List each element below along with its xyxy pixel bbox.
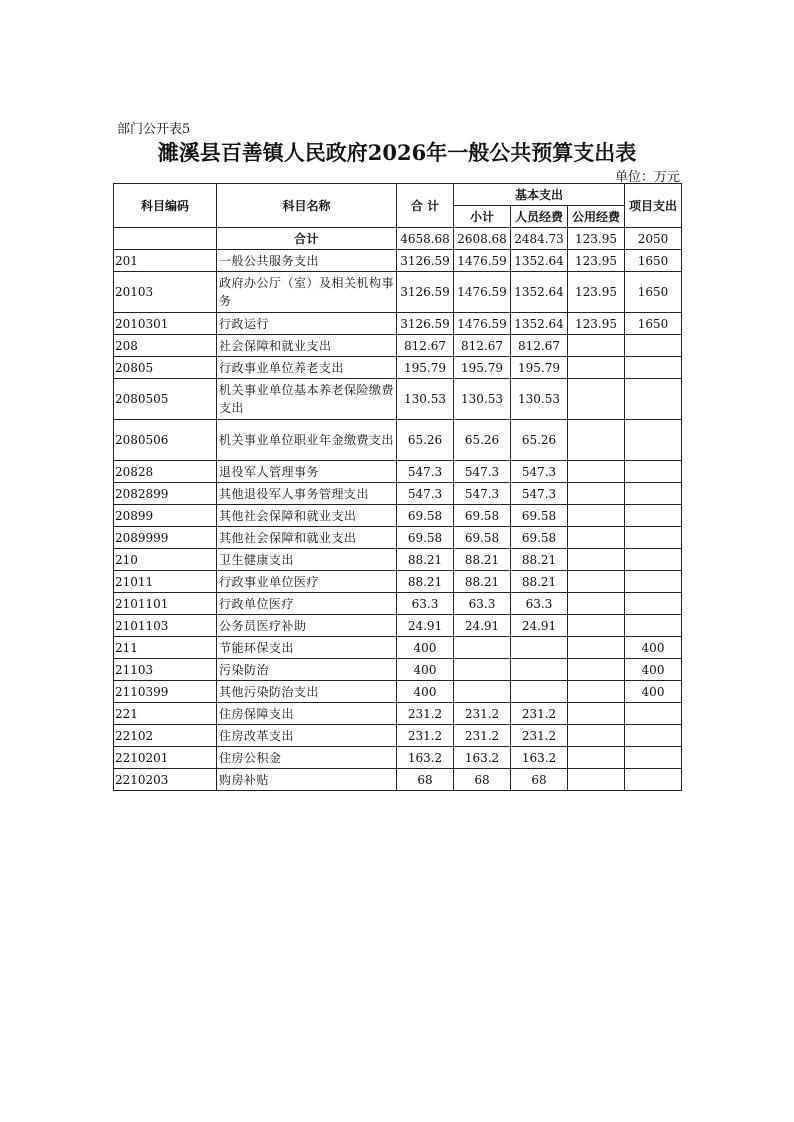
cell-name: 机关事业单位基本养老保险缴费支出 xyxy=(217,379,397,420)
cell-code: 22102 xyxy=(114,725,217,747)
header-personnel: 人员经费 xyxy=(511,206,568,228)
table-row xyxy=(114,335,682,357)
cell-code: 201 xyxy=(114,250,217,272)
cell-personnel: 812.67 xyxy=(511,335,568,357)
cell-personnel: 1352.64 xyxy=(511,272,568,313)
cell-code: 2210203 xyxy=(114,769,217,791)
cell-total: 231.2 xyxy=(397,725,454,747)
cell-code: 20899 xyxy=(114,505,217,527)
table-row xyxy=(114,593,682,615)
cell-code: 21011 xyxy=(114,571,217,593)
cell-total: 88.21 xyxy=(397,549,454,571)
cell-name: 节能环保支出 xyxy=(217,637,397,659)
header-code: 科目编码 xyxy=(114,184,217,228)
table-row xyxy=(114,703,682,725)
cell-public xyxy=(568,379,625,420)
cell-personnel: 231.2 xyxy=(511,725,568,747)
cell-public xyxy=(568,527,625,549)
cell-project: 1650 xyxy=(625,272,682,313)
cell-subtotal xyxy=(454,659,511,681)
table-row xyxy=(114,379,682,420)
cell-public: 123.95 xyxy=(568,272,625,313)
cell-project xyxy=(625,703,682,725)
table-body xyxy=(114,228,682,791)
table-row xyxy=(114,769,682,791)
cell-personnel xyxy=(511,681,568,703)
cell-public xyxy=(568,637,625,659)
cell-public: 123.95 xyxy=(568,228,625,250)
cell-project: 1650 xyxy=(625,313,682,335)
cell-project xyxy=(625,571,682,593)
header-public: 公用经费 xyxy=(568,206,625,228)
table-row xyxy=(114,615,682,637)
cell-code: 2110399 xyxy=(114,681,217,703)
cell-code: 211 xyxy=(114,637,217,659)
cell-name: 合计 xyxy=(217,228,397,250)
cell-name: 公务员医疗补助 xyxy=(217,615,397,637)
header-name: 科目名称 xyxy=(217,184,397,228)
cell-personnel: 195.79 xyxy=(511,357,568,379)
cell-total: 3126.59 xyxy=(397,313,454,335)
cell-total: 69.58 xyxy=(397,505,454,527)
cell-subtotal: 69.58 xyxy=(454,505,511,527)
cell-subtotal: 65.26 xyxy=(454,420,511,461)
cell-code: 221 xyxy=(114,703,217,725)
cell-project xyxy=(625,769,682,791)
cell-project: 2050 xyxy=(625,228,682,250)
document-label: 部门公开表5 xyxy=(117,122,191,137)
cell-total: 4658.68 xyxy=(397,228,454,250)
cell-personnel: 63.3 xyxy=(511,593,568,615)
cell-personnel: 163.2 xyxy=(511,747,568,769)
cell-personnel: 231.2 xyxy=(511,703,568,725)
table-row xyxy=(114,272,682,313)
cell-project xyxy=(625,335,682,357)
cell-public xyxy=(568,357,625,379)
table-row xyxy=(114,725,682,747)
cell-public xyxy=(568,681,625,703)
cell-total: 3126.59 xyxy=(397,272,454,313)
cell-total: 547.3 xyxy=(397,483,454,505)
cell-code: 2101101 xyxy=(114,593,217,615)
cell-subtotal: 812.67 xyxy=(454,335,511,357)
cell-code xyxy=(114,228,217,250)
cell-code: 2210201 xyxy=(114,747,217,769)
cell-name: 住房保障支出 xyxy=(217,703,397,725)
page-title: 濉溪县百善镇人民政府2026年一般公共预算支出表 xyxy=(157,140,637,165)
cell-name: 社会保障和就业支出 xyxy=(217,335,397,357)
cell-public xyxy=(568,571,625,593)
cell-public xyxy=(568,420,625,461)
cell-subtotal: 69.58 xyxy=(454,527,511,549)
cell-total: 400 xyxy=(397,681,454,703)
table-row xyxy=(114,549,682,571)
cell-code: 2082899 xyxy=(114,483,217,505)
cell-code: 20103 xyxy=(114,272,217,313)
cell-project xyxy=(625,357,682,379)
cell-total: 63.3 xyxy=(397,593,454,615)
table-row xyxy=(114,357,682,379)
cell-project xyxy=(625,505,682,527)
cell-personnel: 65.26 xyxy=(511,420,568,461)
cell-subtotal: 63.3 xyxy=(454,593,511,615)
cell-public xyxy=(568,659,625,681)
cell-subtotal: 1476.59 xyxy=(454,250,511,272)
cell-personnel: 547.3 xyxy=(511,461,568,483)
table-row xyxy=(114,505,682,527)
cell-name: 政府办公厅（室）及相关机构事务 xyxy=(217,272,397,313)
budget-table xyxy=(113,183,682,791)
cell-name: 行政事业单位医疗 xyxy=(217,571,397,593)
cell-total: 812.67 xyxy=(397,335,454,357)
cell-total: 65.26 xyxy=(397,420,454,461)
table-row xyxy=(114,483,682,505)
cell-personnel xyxy=(511,659,568,681)
cell-name: 其他社会保障和就业支出 xyxy=(217,527,397,549)
cell-total: 69.58 xyxy=(397,527,454,549)
table-row xyxy=(114,747,682,769)
table-row xyxy=(114,659,682,681)
cell-project xyxy=(625,527,682,549)
cell-public xyxy=(568,549,625,571)
table-row xyxy=(114,313,682,335)
cell-name: 退役军人管理事务 xyxy=(217,461,397,483)
cell-public xyxy=(568,335,625,357)
cell-project: 400 xyxy=(625,659,682,681)
cell-code: 2010301 xyxy=(114,313,217,335)
cell-personnel: 1352.64 xyxy=(511,313,568,335)
cell-name: 住房公积金 xyxy=(217,747,397,769)
cell-total: 400 xyxy=(397,637,454,659)
cell-total: 231.2 xyxy=(397,703,454,725)
cell-name: 其他社会保障和就业支出 xyxy=(217,505,397,527)
cell-project xyxy=(625,725,682,747)
header-total: 合 计 xyxy=(397,184,454,228)
cell-subtotal: 68 xyxy=(454,769,511,791)
cell-name: 污染防治 xyxy=(217,659,397,681)
cell-project xyxy=(625,483,682,505)
cell-project: 400 xyxy=(625,637,682,659)
cell-total: 3126.59 xyxy=(397,250,454,272)
table-row xyxy=(114,527,682,549)
cell-project xyxy=(625,549,682,571)
cell-name: 行政单位医疗 xyxy=(217,593,397,615)
cell-public xyxy=(568,483,625,505)
cell-personnel: 24.91 xyxy=(511,615,568,637)
cell-project: 400 xyxy=(625,681,682,703)
cell-subtotal: 163.2 xyxy=(454,747,511,769)
cell-subtotal: 2608.68 xyxy=(454,228,511,250)
cell-subtotal: 24.91 xyxy=(454,615,511,637)
cell-personnel: 68 xyxy=(511,769,568,791)
cell-subtotal: 1476.59 xyxy=(454,313,511,335)
cell-subtotal: 231.2 xyxy=(454,725,511,747)
cell-public xyxy=(568,461,625,483)
table-row xyxy=(114,420,682,461)
cell-code: 210 xyxy=(114,549,217,571)
cell-subtotal: 1476.59 xyxy=(454,272,511,313)
cell-name: 其他污染防治支出 xyxy=(217,681,397,703)
cell-code: 21103 xyxy=(114,659,217,681)
cell-public xyxy=(568,593,625,615)
cell-name: 行政运行 xyxy=(217,313,397,335)
cell-code: 2101103 xyxy=(114,615,217,637)
cell-personnel: 1352.64 xyxy=(511,250,568,272)
cell-name: 其他退役军人事务管理支出 xyxy=(217,483,397,505)
cell-total: 24.91 xyxy=(397,615,454,637)
cell-total: 195.79 xyxy=(397,357,454,379)
cell-name: 卫生健康支出 xyxy=(217,549,397,571)
cell-subtotal: 547.3 xyxy=(454,461,511,483)
cell-name: 住房改革支出 xyxy=(217,725,397,747)
cell-personnel: 69.58 xyxy=(511,505,568,527)
table-row xyxy=(114,461,682,483)
cell-public xyxy=(568,769,625,791)
header-subtotal: 小计 xyxy=(454,206,511,228)
cell-total: 68 xyxy=(397,769,454,791)
cell-personnel: 547.3 xyxy=(511,483,568,505)
cell-code: 20805 xyxy=(114,357,217,379)
cell-project: 1650 xyxy=(625,250,682,272)
cell-personnel: 88.21 xyxy=(511,571,568,593)
cell-personnel: 2484.73 xyxy=(511,228,568,250)
cell-name: 机关事业单位职业年金缴费支出 xyxy=(217,420,397,461)
table-total-row xyxy=(114,228,682,250)
cell-subtotal: 231.2 xyxy=(454,703,511,725)
cell-code: 208 xyxy=(114,335,217,357)
cell-total: 88.21 xyxy=(397,571,454,593)
cell-subtotal: 195.79 xyxy=(454,357,511,379)
cell-code: 2080506 xyxy=(114,420,217,461)
cell-public: 123.95 xyxy=(568,313,625,335)
cell-total: 547.3 xyxy=(397,461,454,483)
cell-project xyxy=(625,379,682,420)
cell-personnel: 130.53 xyxy=(511,379,568,420)
cell-total: 130.53 xyxy=(397,379,454,420)
cell-subtotal xyxy=(454,637,511,659)
cell-subtotal: 88.21 xyxy=(454,571,511,593)
cell-public xyxy=(568,703,625,725)
table-row xyxy=(114,637,682,659)
cell-subtotal: 547.3 xyxy=(454,483,511,505)
header-basic: 基本支出 xyxy=(454,184,625,206)
cell-code: 2080505 xyxy=(114,379,217,420)
cell-public: 123.95 xyxy=(568,250,625,272)
table-row xyxy=(114,571,682,593)
table-row xyxy=(114,250,682,272)
cell-public xyxy=(568,747,625,769)
header-project: 项目支出 xyxy=(625,184,682,228)
cell-code: 20828 xyxy=(114,461,217,483)
cell-personnel xyxy=(511,637,568,659)
cell-project xyxy=(625,461,682,483)
table-row xyxy=(114,681,682,703)
unit-label: 单位：万元 xyxy=(614,170,680,185)
cell-public xyxy=(568,615,625,637)
cell-project xyxy=(625,420,682,461)
cell-total: 400 xyxy=(397,659,454,681)
cell-project xyxy=(625,747,682,769)
cell-personnel: 69.58 xyxy=(511,527,568,549)
cell-total: 163.2 xyxy=(397,747,454,769)
cell-name: 一般公共服务支出 xyxy=(217,250,397,272)
cell-code: 2089999 xyxy=(114,527,217,549)
cell-subtotal: 88.21 xyxy=(454,549,511,571)
cell-subtotal: 130.53 xyxy=(454,379,511,420)
cell-public xyxy=(568,725,625,747)
cell-subtotal xyxy=(454,681,511,703)
cell-project xyxy=(625,593,682,615)
cell-personnel: 88.21 xyxy=(511,549,568,571)
cell-project xyxy=(625,615,682,637)
cell-name: 购房补贴 xyxy=(217,769,397,791)
cell-name: 行政事业单位养老支出 xyxy=(217,357,397,379)
cell-public xyxy=(568,505,625,527)
